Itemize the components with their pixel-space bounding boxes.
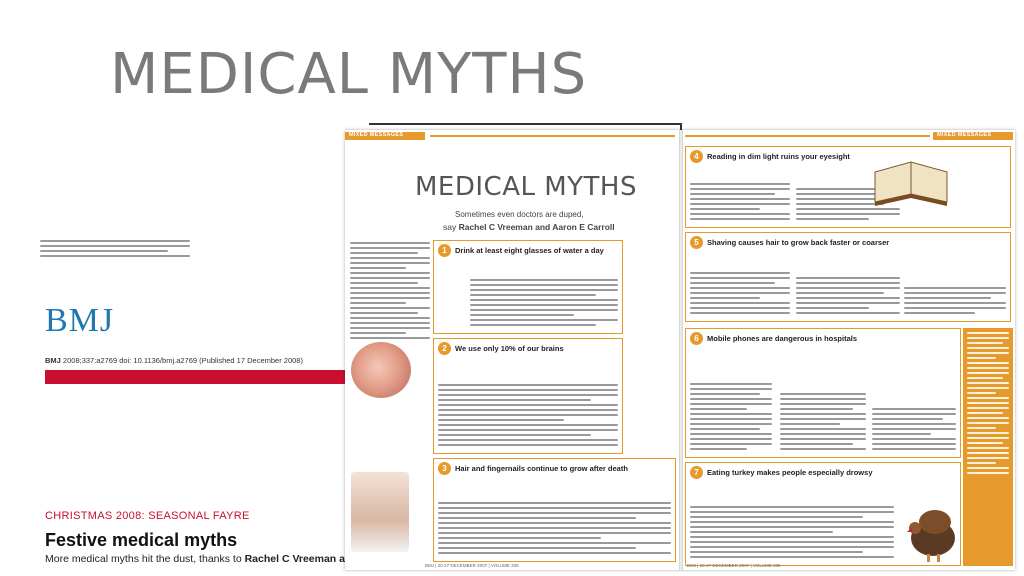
section-title: Eating turkey makes people especially drowsy bbox=[707, 468, 873, 477]
header-label-left: MIXED MESSAGES bbox=[349, 132, 404, 138]
footer-left: BMJ | 20-27 DECEMBER 2007 | VOLUME 335 bbox=[425, 563, 519, 568]
section-number: 4 bbox=[690, 150, 703, 163]
bmj-section-label: CHRISTMAS 2008: SEASONAL FAYRE bbox=[45, 510, 250, 522]
section-3 bbox=[433, 458, 676, 562]
turkey-icon bbox=[901, 498, 961, 563]
header-rule bbox=[685, 135, 930, 137]
sidebar-column bbox=[963, 328, 1013, 566]
section-title: Mobile phones are dangerous in hospitals bbox=[707, 334, 858, 343]
section-title: Shaving causes hair to grow back faster or coarser bbox=[707, 238, 890, 247]
divider-line bbox=[369, 123, 681, 125]
section-5 bbox=[685, 232, 1011, 322]
section-6 bbox=[685, 328, 961, 458]
bmj-logo: BMJ bbox=[45, 302, 115, 339]
section-title: Drink at least eight glasses of water a day bbox=[455, 246, 604, 255]
header-label-right: MIXED MESSAGES bbox=[937, 132, 992, 138]
bmj-subline: More medical myths hit the dust, thanks to Rachel C Vreeman a bbox=[45, 553, 345, 565]
red-banner bbox=[45, 370, 345, 384]
section-2 bbox=[433, 338, 623, 454]
bmj-intro-text bbox=[40, 240, 190, 260]
bmj-paper-clip bbox=[40, 160, 345, 576]
section-number: 1 bbox=[438, 244, 451, 257]
section-number: 7 bbox=[690, 466, 703, 479]
magazine-title: MEDICAL MYTHS bbox=[415, 172, 637, 202]
section-number: 5 bbox=[690, 236, 703, 249]
magazine-authors: say Rachel C Vreeman and Aaron E Carroll bbox=[443, 222, 615, 232]
magazine-subtitle: Sometimes even doctors are duped, bbox=[455, 210, 584, 219]
section-title: Hair and fingernails continue to grow after death bbox=[455, 464, 628, 473]
footer-right: BMJ | 20-27 DECEMBER 2007 | VOLUME 335 bbox=[687, 563, 781, 568]
magazine-page-right bbox=[683, 130, 1015, 570]
bmj-citation: BMJ 2008;337:a2769 doi: 10.1136/bmj.a2769 (Published 17 December 2008) bbox=[45, 356, 303, 365]
intro-text-column bbox=[350, 242, 430, 342]
open-book-icon bbox=[871, 150, 951, 210]
section-title: We use only 10% of our brains bbox=[455, 344, 564, 353]
bmj-headline: Festive medical myths bbox=[45, 530, 238, 550]
section-1 bbox=[433, 240, 623, 334]
brain-illustration bbox=[351, 342, 411, 398]
hair-illustration bbox=[351, 472, 409, 552]
section-number: 2 bbox=[438, 342, 451, 355]
section-number: 6 bbox=[690, 332, 703, 345]
section-4 bbox=[685, 146, 1011, 228]
section-title: Reading in dim light ruins your eyesight bbox=[707, 152, 850, 161]
slide-title: MEDICAL MYTHS bbox=[110, 42, 588, 107]
magazine-spread bbox=[345, 130, 1015, 570]
header-rule bbox=[430, 135, 675, 137]
section-number: 3 bbox=[438, 462, 451, 475]
magazine-page-left bbox=[345, 130, 680, 570]
